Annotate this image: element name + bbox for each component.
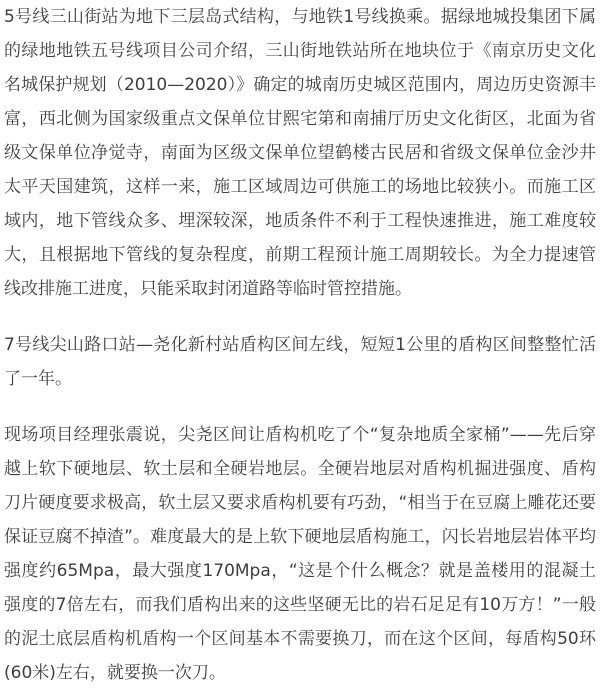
paragraph-line7-shield-tunnel: 7号线尖山路口站—尧化新村站盾构区间左线，短短1公里的盾构区间整整忙活了一年。 bbox=[4, 335, 596, 389]
paragraph-project-manager-quote: 现场项目经理张震说，尖尧区间让盾构机吃了个“复杂地质全家桶”——先后穿越上软下硬地层、软土层和全硬岩地层。全硬岩地层对盾构机掘进强度、盾构刀片硬度要求极高，软土层又要求盾构机要有巧劲，“相当于在豆腐上雕花还要保证豆腐不掉渣”。难度最大的是上软下硬地层盾构施工，闪长岩地层岩体平均强度约65Mpa，最大强度170Mpa，“这是个什么概念？就是盖楼用的混凝土强度的7倍左右，而我们盾构出来的这些坚硬无比的岩石足足有10万方！”一般的泥土底层盾构机盾构一个区间基本不需要换刀，而在这个区间，每盾构50环(60米)左右，就要换一次刀。 bbox=[4, 425, 596, 683]
paragraph-line5-sanshanjie: 5号线三山街站为地下三层岛式结构，与地铁1号线换乘。据绿地城投集团下属的绿地地铁五号线项目公司介绍，三山街地铁站所在地块位于《南京历史文化名城保护规划（2010—2020）》确定的城南历史城区范围内，周边历史资源丰富，西北侧为国家级重点文保单位甘熙宅第和南捕厅历史文化街区，北面为省级文保单位净觉寺，南面为区级文保单位望鹤楼古民居和省级文保单位金沙井太平天国建筑，这样一来，施工区域周边可供施工的场地比较狭小。而施工区域内，地下管线众多、埋深较深，地质条件不利于工程快速推进，施工难度较大，且根据地下管线的复杂程度，前期工程预计施工周期较长。为全力提速管线改排施工进度，只能采取封闭道路等临时管控措施。 bbox=[4, 7, 596, 299]
paragraph-spacer bbox=[4, 306, 596, 328]
article-body bbox=[4, 0, 596, 690]
paragraph-spacer bbox=[4, 396, 596, 418]
